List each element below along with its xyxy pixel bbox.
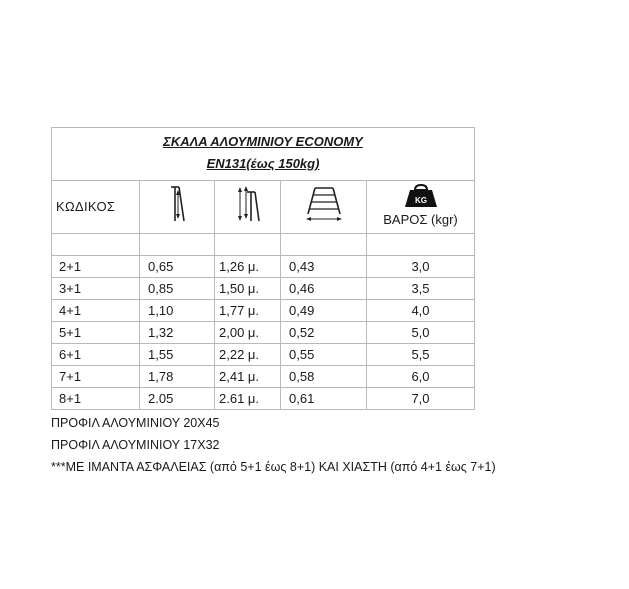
width-cell: 0,55 bbox=[281, 344, 367, 366]
code-cell: 5+1 bbox=[52, 322, 140, 344]
code-header: ΚΩΔΙΚΟΣ bbox=[52, 181, 140, 234]
height-cell: 1,10 bbox=[140, 300, 215, 322]
kg-weight-icon bbox=[401, 184, 441, 208]
reach-cell: 1,50 μ. bbox=[215, 278, 281, 300]
code-cell: 2+1 bbox=[52, 256, 140, 278]
svg-text:KG: KG bbox=[414, 196, 427, 205]
note-profile-1: ΠΡΟΦΙΛ ΑΛΟΥΜΙΝΙΟΥ 20Χ45 bbox=[51, 416, 220, 430]
reach-cell: 2,41 μ. bbox=[215, 366, 281, 388]
table-row bbox=[52, 278, 475, 300]
weight-cell: 3,5 bbox=[367, 278, 475, 300]
ladder-height-icon bbox=[162, 184, 192, 224]
height-cell: 1,32 bbox=[140, 322, 215, 344]
reach-cell: 2,22 μ. bbox=[215, 344, 281, 366]
width-cell: 0,43 bbox=[281, 256, 367, 278]
reach-cell: 1,77 μ. bbox=[215, 300, 281, 322]
reach-header bbox=[215, 181, 281, 234]
height-cell: 2.05 bbox=[140, 388, 215, 410]
height-cell: 0,65 bbox=[140, 256, 215, 278]
weight-cell: 5,0 bbox=[367, 322, 475, 344]
width-header bbox=[281, 181, 367, 234]
weight-cell: 4,0 bbox=[367, 300, 475, 322]
reach-cell: 2.61 μ. bbox=[215, 388, 281, 410]
header-row bbox=[52, 181, 475, 234]
ladder-width-icon bbox=[300, 184, 348, 224]
height-cell: 0,85 bbox=[140, 278, 215, 300]
note-safety: ***ΜΕ ΙΜΑΝΤΑ ΑΣΦΑΛΕΙΑΣ (από 5+1 έως 8+1) ΚΑΙ ΧΙΑΣΤΗ (από 4+1 έως 7+1) bbox=[51, 460, 496, 474]
title-line-1: ΣΚΑΛΑ ΑΛΟΥΜΙΝΙΟΥ ECONOMY bbox=[163, 134, 363, 149]
width-cell: 0,58 bbox=[281, 366, 367, 388]
weight-label: ΒΑΡΟΣ (kgr) bbox=[383, 212, 458, 227]
code-cell: 3+1 bbox=[52, 278, 140, 300]
spacer-row bbox=[52, 234, 475, 256]
height-header bbox=[140, 181, 215, 234]
weight-cell: 3,0 bbox=[367, 256, 475, 278]
weight-cell: 5,5 bbox=[367, 344, 475, 366]
title-line-2: EN131(έως 150kg) bbox=[206, 156, 320, 171]
weight-header bbox=[367, 181, 475, 234]
table-row bbox=[52, 388, 475, 410]
height-cell: 1,78 bbox=[140, 366, 215, 388]
reach-cell: 2,00 μ. bbox=[215, 322, 281, 344]
weight-cell: 6,0 bbox=[367, 366, 475, 388]
table-row bbox=[52, 366, 475, 388]
notes bbox=[51, 412, 496, 478]
code-cell: 4+1 bbox=[52, 300, 140, 322]
note-profile-2: ΠΡΟΦΙΛ ΑΛΟΥΜΙΝΙΟΥ 17Χ32 bbox=[51, 438, 220, 452]
table-row bbox=[52, 322, 475, 344]
title-row bbox=[52, 128, 475, 181]
spec-sheet bbox=[51, 127, 496, 478]
table-row bbox=[52, 344, 475, 366]
width-cell: 0,52 bbox=[281, 322, 367, 344]
width-cell: 0,61 bbox=[281, 388, 367, 410]
ladder-reach-height-icon bbox=[231, 184, 265, 224]
table-row bbox=[52, 256, 475, 278]
width-cell: 0,46 bbox=[281, 278, 367, 300]
width-cell: 0,49 bbox=[281, 300, 367, 322]
table-title bbox=[52, 128, 475, 181]
code-cell: 6+1 bbox=[52, 344, 140, 366]
weight-cell: 7,0 bbox=[367, 388, 475, 410]
code-cell: 8+1 bbox=[52, 388, 140, 410]
ladder-spec-table bbox=[51, 127, 475, 410]
height-cell: 1,55 bbox=[140, 344, 215, 366]
code-cell: 7+1 bbox=[52, 366, 140, 388]
reach-cell: 1,26 μ. bbox=[215, 256, 281, 278]
table-row bbox=[52, 300, 475, 322]
